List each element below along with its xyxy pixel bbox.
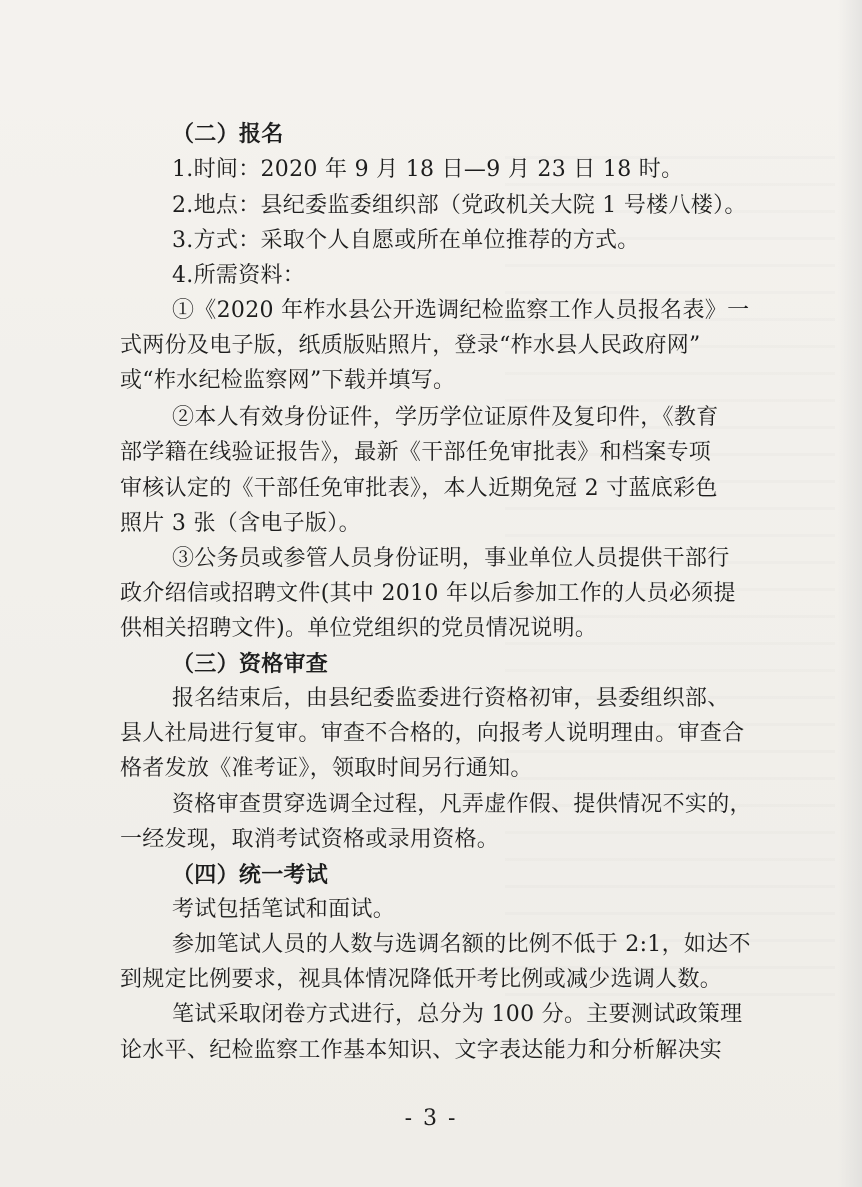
- written-exam-ratio-line-1: 参加笔试人员的人数与选调名额的比例不低于 2:1，如达不: [172, 932, 751, 957]
- registration-method: 3.方式：采取个人自愿或所在单位推荐的方式。: [172, 228, 640, 253]
- material-2-line-4: 照片 3 张（含电子版）。: [120, 511, 361, 536]
- exam-includes-line: 考试包括笔试和面试。: [172, 897, 396, 922]
- material-1-line-2: 式两份及电子版，纸质版贴照片，登录“柞水县人民政府网”: [120, 333, 701, 358]
- written-exam-ratio-line-2: 到规定比例要求，视具体情况降低开考比例或减少选调人数。: [120, 967, 723, 992]
- section-heading-qualification-review: （三）资格审查: [172, 651, 329, 677]
- page-number: - 3 -: [404, 1106, 458, 1131]
- registration-time: 1.时间：2020 年 9 月 18 日—9 月 23 日 18 时。: [172, 157, 684, 182]
- material-2-line-3: 审核认定的《干部任免审批表》，本人近期免冠 2 寸蓝底彩色: [120, 476, 718, 501]
- qualification-review-paragraph-2-line-2: 一经发现，取消考试资格或录用资格。: [120, 827, 500, 852]
- material-1-line-3: 或“柞水纪检监察网”下载并填写。: [120, 368, 456, 393]
- material-1-line-1: ①《2020 年柞水县公开选调纪检监察工作人员报名表》一: [172, 298, 750, 323]
- page-edge-shadow: [838, 0, 862, 1187]
- written-exam-format-line-2: 论水平、纪检监察工作基本知识、文字表达能力和分析解决实: [120, 1038, 723, 1063]
- material-2-line-2: 部学籍在线验证报告》，最新《干部任免审批表》和档案专项: [120, 440, 712, 465]
- required-materials-label: 4.所需资料：: [172, 263, 306, 288]
- material-3-line-2: 政介绍信或招聘文件(其中 2010 年以后参加工作的人员必须提: [120, 581, 736, 606]
- written-exam-format-line-1: 笔试采取闭卷方式进行，总分为 100 分。主要测试政策理: [172, 1002, 743, 1027]
- material-2-line-1: ②本人有效身份证件，学历学位证原件及复印件，《教育: [172, 405, 719, 430]
- qualification-review-paragraph-2-line-1: 资格审查贯穿选调全过程，凡弄虚作假、提供情况不实的，: [172, 792, 752, 817]
- qualification-review-paragraph-1-line-3: 格者发放《准考证》，领取时间另行通知。: [120, 756, 533, 781]
- material-3-line-1: ③公务员或参管人员身份证明，事业单位人员提供干部行: [172, 546, 730, 571]
- qualification-review-paragraph-1-line-1: 报名结束后，由县纪委监委进行资格初审，县委组织部、: [172, 686, 730, 711]
- section-heading-unified-exam: （四）统一考试: [172, 862, 329, 888]
- material-3-line-3: 供相关招聘文件)。单位党组织的党员情况说明。: [120, 616, 598, 641]
- section-heading-registration: （二）报名: [172, 121, 284, 147]
- registration-place: 2.地点：县纪委监委组织部（党政机关大院 1 号楼八楼）。: [172, 193, 747, 218]
- qualification-review-paragraph-1-line-2: 县人社局进行复审。审查不合格的，向报考人说明理由。审查合: [120, 721, 745, 746]
